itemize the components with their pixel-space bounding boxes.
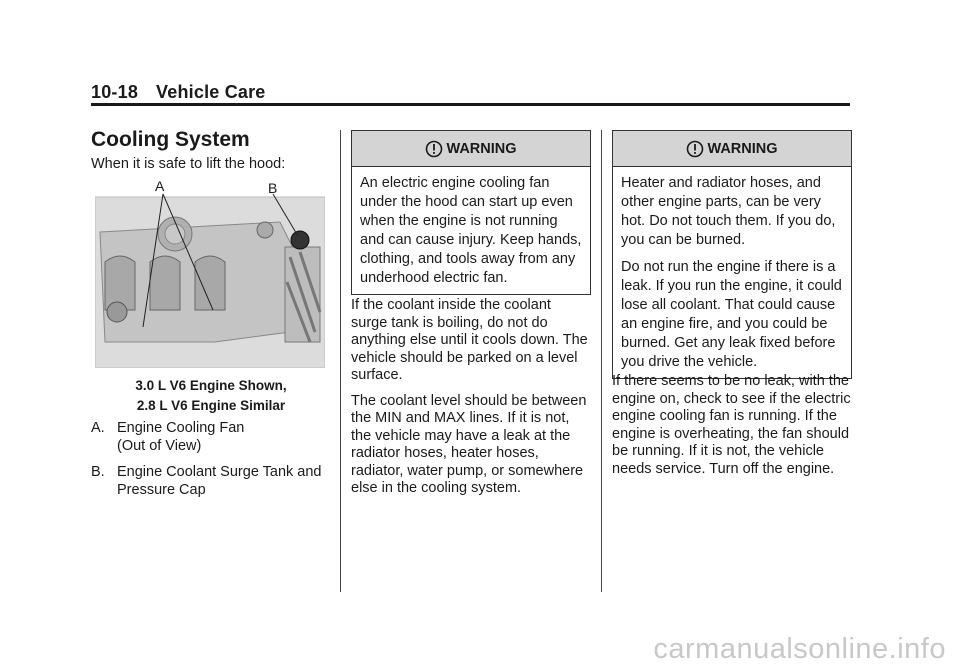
page-title: Cooling System	[91, 128, 250, 151]
caption-line-2: 2.8 L V6 Engine Similar	[136, 398, 286, 413]
section-title: Vehicle Care	[156, 82, 266, 102]
header-rule	[91, 103, 850, 106]
figure-legend	[91, 420, 336, 508]
legend-text: Pressure Cap	[117, 481, 206, 498]
body-paragraph: If there seems to be no leak, with the engine on, check to see if the electric engine cooling fan is running. If the engine is overheating, the fan should be running. If it is not, the vehicle needs service. Turn off the engine.	[612, 373, 851, 477]
warning-icon	[425, 140, 443, 158]
warning-text: Heater and radiator hoses, and other engine parts, can be very hot. Do not touch them. If you do, you can be burned.	[621, 175, 836, 248]
legend-key: B.	[91, 464, 105, 480]
page-number: 10-18	[91, 82, 139, 102]
warning-header	[613, 131, 851, 167]
figure-label-b: B	[268, 180, 278, 196]
figure-caption	[91, 376, 331, 416]
warning-text: Do not run the engine if there is a leak. If you run the engine, it could lose all coolant. That could cause an engine fire, and you could be burned. Get any leak fixed before you drive the vehicle.	[621, 259, 842, 370]
right-column-text	[612, 373, 852, 486]
page-header	[91, 82, 266, 103]
warning-header	[352, 131, 590, 167]
warning-box-fan	[351, 130, 591, 295]
warning-box-hoses	[612, 130, 852, 379]
legend-text: (Out of View)	[117, 437, 202, 454]
middle-column-text	[351, 297, 591, 506]
figure-label-a: A	[155, 178, 165, 194]
body-paragraph: If the coolant inside the coolant surge tank is boiling, do not do anything else until it cools down. The vehicle should be parked on a level surface.	[351, 297, 588, 383]
legend-item	[91, 464, 336, 499]
warning-icon	[686, 140, 704, 158]
warning-text: An electric engine cooling fan under the hood can start up even when the engine is not running and can cause injury. Keep hands, clothing, and tools away from any underhood electric fan.	[360, 175, 582, 286]
caption-line-1: 3.0 L V6 Engine Shown,	[135, 378, 287, 393]
body-paragraph: The coolant level should be between the MIN and MAX lines. If it is not, the vehicle may have a leak at the radiator hoses, heater hoses, radiator, water pump, or somewhere else in the cooling system.	[351, 392, 587, 496]
legend-item	[91, 420, 336, 455]
legend-key: A.	[91, 420, 105, 436]
warning-title: WARNING	[707, 140, 778, 157]
warning-title: WARNING	[446, 140, 517, 157]
column-divider-left	[340, 130, 341, 592]
engine-figure	[95, 178, 325, 368]
column-divider-right	[601, 130, 602, 592]
legend-text: Engine Coolant Surge Tank and	[117, 464, 322, 480]
intro-text: When it is safe to lift the hood:	[91, 156, 286, 172]
legend-text: Engine Cooling Fan	[117, 420, 245, 436]
watermark: carmanualsonline.info	[653, 633, 946, 665]
